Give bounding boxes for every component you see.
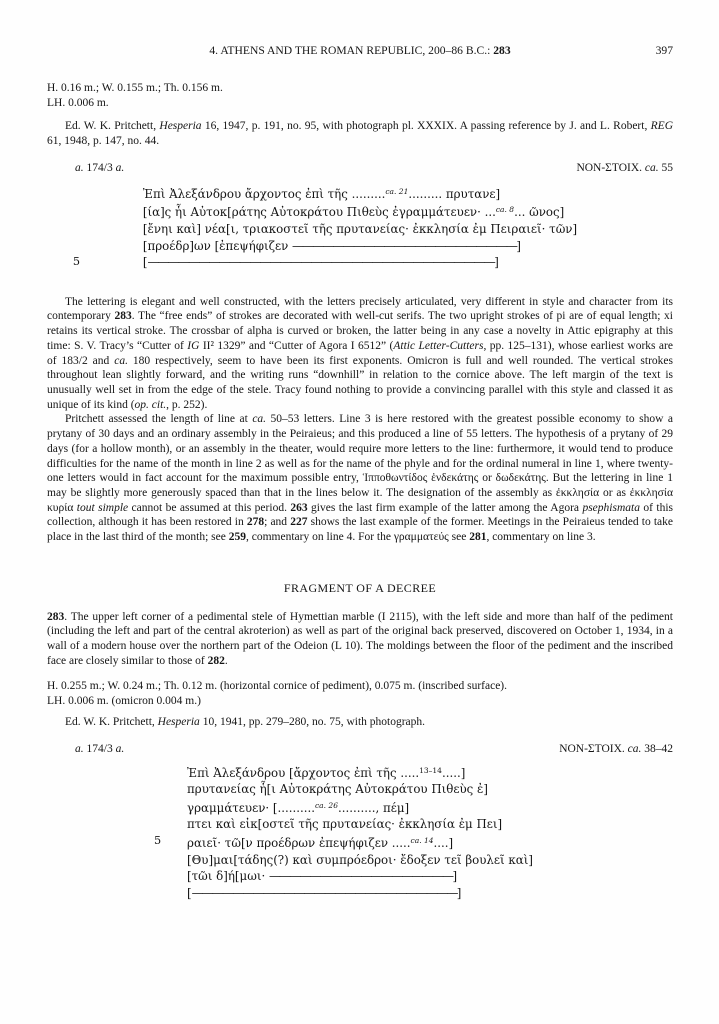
dimensions-line: H. 0.255 m.; W. 0.24 m.; Th. 0.12 m. (horizontal cornice of pediment), 0.075 m. (inscribed surface). (47, 679, 508, 692)
inscription-line-text: [προέδρ]ων [ἐπεψήφιζεν ——————————————————————] (142, 238, 521, 253)
inscription-line (187, 885, 533, 902)
inscription-line (187, 816, 533, 833)
measurements-block-282 (47, 81, 673, 111)
inscription-line-text: ραιεῖ· τῶ[ν προέδρων ἐπεψήφιζεν .....$^{ca. 14}$....] (187, 836, 454, 851)
decree-heading: FRAGMENT OF A DECREE (283, 580, 437, 595)
inscription-line-text: [ἔνηι καὶ] νέα[ι, τριακοστεῖ τῆς πρυτανείας· ἐκκλησία ἐμ Πειραιεῖ· τῶν] (142, 222, 578, 236)
date-label-282: a. 174/3 a. (75, 161, 125, 174)
letter-height-line: LH. 0.006 m. (omicron 0.004 m.) (47, 694, 201, 707)
running-header-title: 4. ATHENS AND THE ROMAN REPUBLIC, 200–86 B.C.: 283 (209, 44, 511, 57)
inscription-text-283 (154, 763, 533, 902)
page-number: 397 (655, 44, 673, 57)
edition-reference-282: Ed. W. K. Pritchett, Hesperia 16, 1947, p. 191, no. 95, with photograph pl. XXXIX. A passing reference by J. and L. Robert, REG 61, 1948, p. 147, no. 44. (47, 120, 673, 148)
commentary-paragraph-1: The lettering is elegant and well constructed, with the letters precisely articulated, very different in style and character from its contemporary 283. The “free ends” of strokes are decorated with well-cut serifs. The two upright strokes of pi are of equal length; xi retains its vertical stroke. The crossbar of alpha is curved or broken, the latter being in any case a novelty in Attic epigraphy at this time: S. V. Tracy’s “Cutter of IG II² 1329” and “Cutter of Agora I 6512” (Attic Letter-Cutters, pp. 125–131), whose earliest works are of 183/2 and ca. 180 respectively, seem to have been its first exponents. Omicron is full and well rounded. The vertical strokes throughout lean slightly forward, and the writing runs “downhill” in relation to the cornice above. The left margin of the text is unusually well set in from the edge of the stele. Tracy found nothing to provide a convincing parallel with this style and classed it as unique of its kind (op. cit., p. 252). (47, 295, 673, 411)
inscription-line-text: [——————————————————————————————————] (142, 255, 499, 270)
edition-reference-283: Ed. W. K. Pritchett, Hesperia 10, 1941, pp. 279–280, no. 75, with photograph. (65, 715, 426, 728)
inscription-line-text: γραμμάτευεν· [..........$^{ca. 26}$.........., πέμ] (187, 800, 410, 815)
letter-height-line: LH. 0.006 m. (47, 97, 109, 110)
inscription-line-text: [——————————————————————————] (187, 885, 462, 900)
inscription-line-number: 5 (154, 834, 162, 848)
entry-282-section (47, 81, 673, 545)
entry-283-description: 283. The upper left corner of a pedimental stele of Hymettian marble (I 2115), with the left side and more than half of the pediment (including the left and part of the central akroterion) as well as part of the original back preserved, discovered on October 1, 1934, in a wall of a modern house over the northern part of the Odeion (L 10). The moldings between the floor of the pediment and the inscribed face are closely similar to those of 282. (47, 610, 673, 667)
date-stoich-row-283 (47, 742, 673, 757)
commentary-paragraph-2: Pritchett assessed the length of line at ca. 50–53 letters. Line 3 is here restored with the greatest possible economy to show a prytany of 30 days and an ordinary assembly in the Peiraieus; and this produced a line of 55 letters. The hypothesis of a prytany of 29 days (for a hollow month), or an assembly in the theater, would require more letters to the line: furthermore, it would tend to produce difficulties for the name of the month in line 2 as well as for the name of the phyle and for the ordinal numeral in line 1, where twenty-one letters would in fact account for the maximum possible entry, Ἱπποθωντίδος ἑνδεκάτης or δωδεκάτης. But the lettering in line 1 may be slightly more generously spaced than that in the lines below it. The designation of the assembly as ἐκκλησία or as ἐκκλησία κυρία tout simple cannot be assumed at this period. 263 gives the last firm example of the latter among the Agora psephismata of this collection, although it has been restored in 278; and 227 shows the last example of the former. Meetings in the Peiraieus tended to take place in the last third of the month; see 259, commentary on line 4. For the γραμματεύς see 281, commentary on line 3. (47, 413, 673, 544)
stoichedon-label-282: ΝΟΝ-ΣΤΟΙΧ. ca. 55 (576, 161, 673, 174)
inscription-line (72, 254, 577, 271)
inscription-line (187, 798, 533, 817)
inscription-line (187, 852, 533, 869)
inscription-line-text: πρυτανείας ἧ[ι Αὐτοκράτης Αὐτοκράτου Πιθεὺς ἐ] (187, 782, 488, 797)
inscription-line (154, 833, 533, 852)
inscription-line (187, 868, 533, 885)
dimensions-line: H. 0.16 m.; W. 0.155 m.; Th. 0.156 m. (47, 82, 223, 94)
inscription-line (187, 781, 533, 798)
inscription-line-text: [τῶι δ]ή[μωι· ——————————————————] (187, 869, 458, 884)
inscription-line (143, 221, 577, 238)
inscription-line (143, 184, 577, 203)
inscription-line-text: Ἐπὶ Ἀλεξάνδρου [ἄρχοντος ἐπὶ τῆς .....$^{13-14}$.....] (187, 765, 466, 780)
date-stoich-row-282 (47, 161, 673, 176)
inscription-line (143, 202, 577, 221)
inscription-line (187, 763, 533, 782)
stoichedon-label-283: ΝΟΝ-ΣΤΟΙΧ. ca. 38–42 (559, 742, 673, 755)
inscription-line (143, 238, 577, 255)
inscription-line-text: [Θυ]μαι[τάδης(?) καὶ συμπρόεδροι· ἔδοξεν τεῖ βουλεῖ καὶ] (187, 852, 533, 867)
inscription-text-282 (72, 184, 578, 271)
inscription-line-text: πτει καὶ εἰκ[οστεῖ τῆς πρυτανείας· ἐκκλησία ἐμ Πει] (187, 817, 503, 832)
inscription-line-number: 5 (72, 255, 81, 269)
inscription-line-text: Ἐπὶ Ἀλεξάνδρου ἄρχοντος ἐπὶ τῆς .........$^{ca. 21}$......... πρυτανε] (142, 186, 501, 201)
date-label-283: a. 174/3 a. (75, 742, 125, 755)
inscription-line-text: [ία]ς ἧι Αὐτοκ[ράτης Αὐτοκράτου Πιθεὺς ἐγραμμάτευεν· ...$^{ca. 8}$... ῶνος] (142, 205, 565, 220)
running-header (47, 44, 673, 57)
measurements-block-283 (47, 679, 673, 709)
entry-283-section (47, 610, 673, 902)
